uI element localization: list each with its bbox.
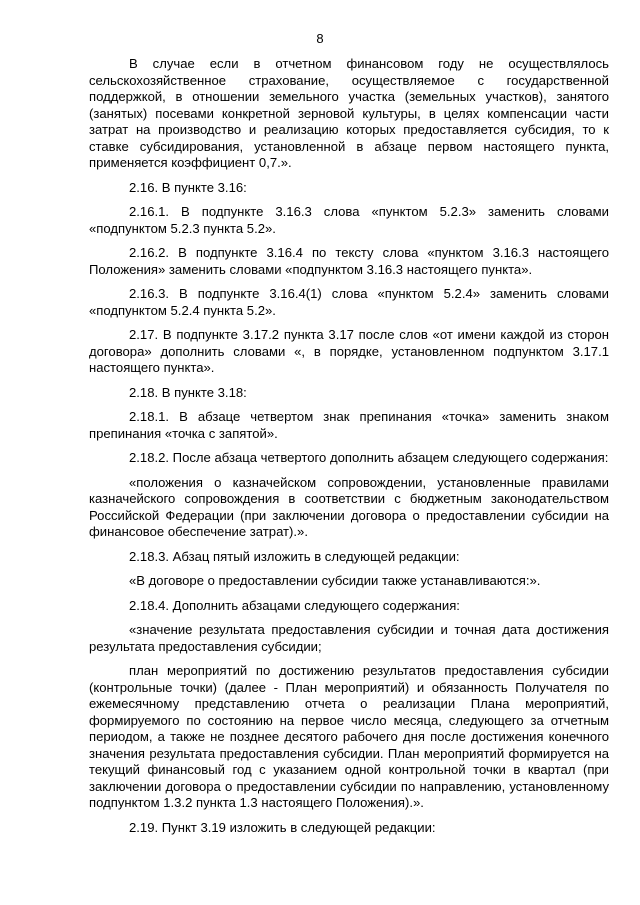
paragraph-11: 2.18.3. Абзац пятый изложить в следующей редакции: xyxy=(129,548,460,564)
paragraph-5: 2.16.3. В подпункте 3.16.4(1) слова «пунктом 5.2.4» заменить словами «подпунктом 5.2.4 пункта 5.2». xyxy=(89,286,609,318)
paragraph-13: 2.18.4. Дополнить абзацами следующего содержания: xyxy=(129,597,460,613)
paragraph-7: 2.18. В пункте 3.18: xyxy=(129,384,247,400)
page-number: 8 xyxy=(316,31,324,46)
paragraph-8: 2.18.1. В абзаце четвертом знак препинания «точка» заменить знаком препинания «точка с запятой». xyxy=(89,409,609,441)
paragraph-3: 2.16.1. В подпункте 3.16.3 слова «пунктом 5.2.3» заменить словами «подпунктом 5.2.3 пункта 5.2». xyxy=(89,204,609,236)
paragraph-6: 2.17. В подпункте 3.17.2 пункта 3.17 после слов «от имени каждой из сторон договора» дополнить словами «, в порядке, установленном подпунктом 3.17.1 настоящего пункта». xyxy=(89,327,609,375)
document-body xyxy=(89,56,609,836)
paragraph-4: 2.16.2. В подпункте 3.16.4 по тексту слова «пунктом 3.16.3 настоящего Положения» заменить словами «подпунктом 3.16.3 настоящего пункта». xyxy=(89,245,609,277)
paragraph-16: 2.19. Пункт 3.19 изложить в следующей редакции: xyxy=(129,819,436,835)
paragraph-15: план мероприятий по достижению результатов предоставления субсидии (контрольные точки) (далее - План мероприятий) и обязанность Получателя по ежемесячному представлению отчета о реализации Плана мероприятий, формируемого по состоянию на первое число месяца, следующего за отчетным периодом, а также не позднее десятого рабочего дня после достижения конечного значения результата предоставления субсидии. План мероприятий формируется на текущий финансовый год с указанием одной контрольной точки в квартал (при заключении договора о предоставлении субсидии по направлению, установленному подпунктом 1.3.2 пункта 1.3 настоящего Положения).». xyxy=(89,663,609,810)
paragraph-14: «значение результата предоставления субсидии и точная дата достижения результата предоставления субсидии; xyxy=(89,622,609,654)
paragraph-12: «В договоре о предоставлении субсидии также устанавливаются:». xyxy=(129,573,541,588)
paragraph-1: В случае если в отчетном финансовом году не осуществлялось сельскохозяйственное страхование, осуществляемое с государственной поддержкой, в отношении земельного участка (земельных участков), занятого (занятых) посевами конкретной зерновой культуры, в целях компенсации части затрат на производство и реализацию которых предоставляется субсидия, то к ставке субсидирования, установленной в абзаце первом настоящего пункта, применяется коэффициент 0,7.». xyxy=(89,56,609,170)
paragraph-2: 2.16. В пункте 3.16: xyxy=(129,179,247,195)
paragraph-10: «положения о казначейском сопровождении, установленные правилами казначейского сопровождения в соответствии с бюджетным законодательством Российской Федерации (при заключении договора о предоставлении субсидии на финансовое обеспечение затрат).». xyxy=(89,474,609,539)
paragraph-9: 2.18.2. После абзаца четвертого дополнить абзацем следующего содержания: xyxy=(129,450,609,465)
